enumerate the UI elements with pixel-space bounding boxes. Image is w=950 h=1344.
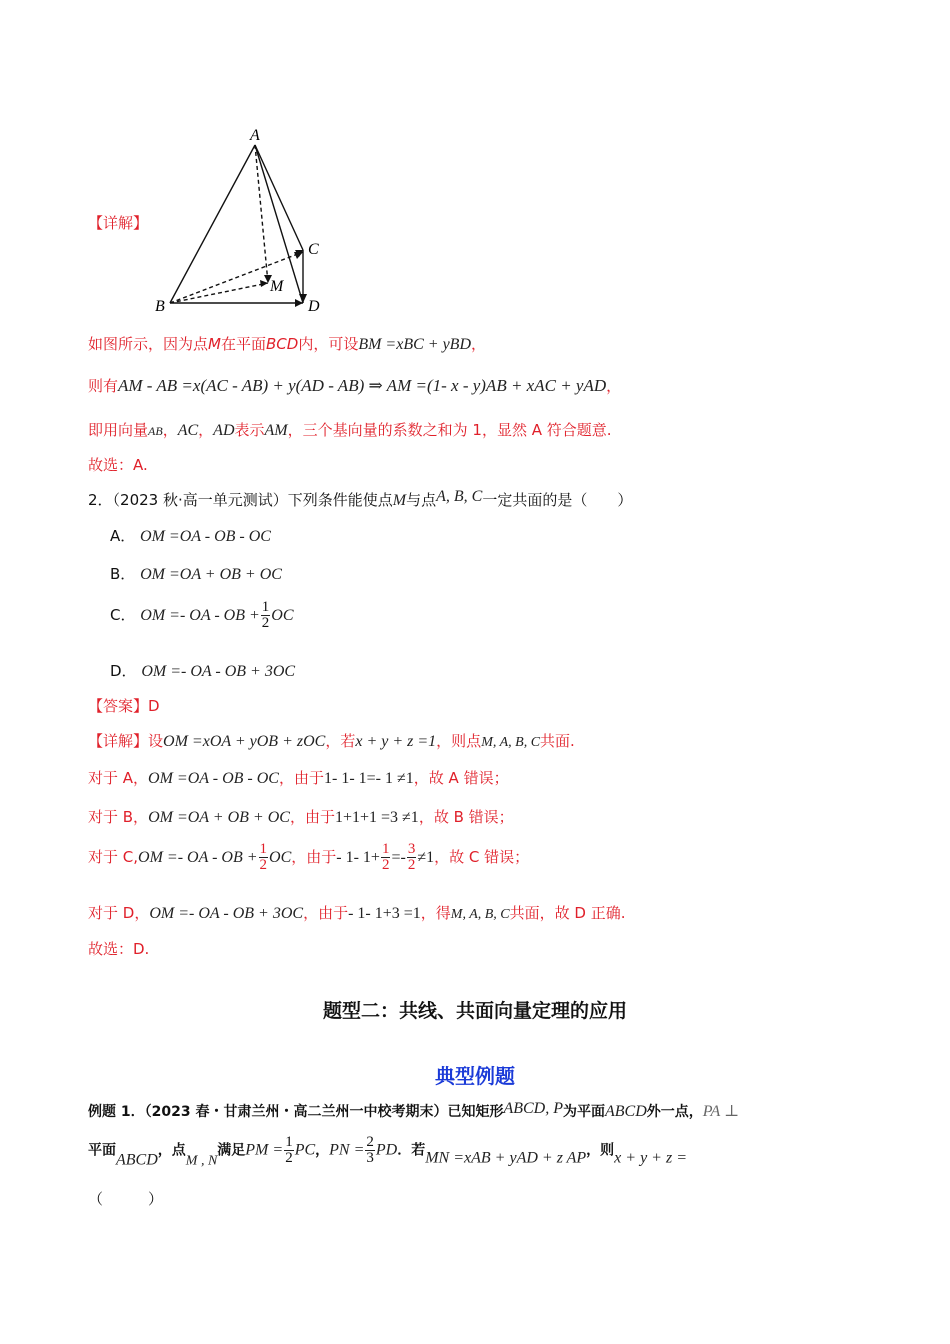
fraction: [407, 842, 417, 873]
text: ，: [162, 421, 178, 439]
fraction: [365, 1135, 375, 1166]
formula: A, B, C: [436, 488, 483, 505]
formula: M, A, B, C: [481, 735, 541, 750]
option-d: [110, 660, 295, 681]
formula: AM: [264, 422, 288, 439]
formula: MN =xAB + yAD + z AP: [425, 1149, 587, 1167]
formula: ABCD, P: [503, 1100, 563, 1117]
text: 则有: [88, 377, 119, 395]
text: ，: [606, 377, 622, 395]
option-c: [110, 600, 294, 631]
numerator: 2: [366, 1134, 374, 1150]
formula: OC: [271, 607, 294, 624]
formula: OM =OA - OB - OC: [140, 528, 271, 545]
solution2-case-c: [88, 842, 529, 873]
text: 内，可设: [298, 335, 359, 353]
text: ，得: [420, 904, 451, 922]
solution1-line2: [88, 375, 621, 396]
solution2-case-b: [88, 806, 514, 827]
text: 平面: [88, 1142, 116, 1159]
formula: ABCD: [116, 1151, 158, 1169]
text: ，由于: [291, 848, 337, 866]
text: ，: [471, 335, 487, 353]
option-label: D．: [110, 662, 137, 680]
denominator: 2: [407, 857, 416, 873]
formula: - 1- 1+: [336, 849, 380, 866]
text: ．若: [397, 1142, 426, 1159]
tetrahedron-figure: [150, 125, 330, 315]
text: ，故 A 错误；: [413, 769, 509, 787]
formula: PC: [294, 1141, 316, 1159]
text: 例题 1．（2023 春・甘肃兰州・高二兰州一中校考期末）已知矩形: [88, 1104, 504, 1120]
formula: M, A, B, C: [450, 907, 510, 922]
formula: OM =xOA + yOB + zOC: [163, 733, 326, 750]
text: 在平面: [220, 335, 266, 353]
formula: AB: [148, 424, 163, 438]
formula: PM =: [245, 1141, 284, 1159]
fraction: [261, 600, 271, 631]
text: 如图所示，因为点: [88, 335, 209, 353]
numerator: 1: [261, 599, 270, 615]
formula: M: [392, 492, 407, 509]
formula: OM =OA + OB + OC: [148, 809, 290, 826]
example1-line2: [88, 1135, 687, 1170]
text: ，: [198, 421, 214, 439]
formula: M , N: [185, 1153, 218, 1169]
option-label: A．: [110, 527, 136, 545]
option-a: [110, 525, 271, 546]
denominator: 3: [366, 1150, 374, 1166]
question2-stem: [88, 488, 632, 510]
formula: AM - AB =x(AC - AB) + y(AD - AB) ⇒ AM =(1- x - y)AB + xAC + yAD: [118, 376, 607, 395]
formula: ABCD: [605, 1103, 647, 1120]
formula: OM =OA - OB - OC: [148, 770, 279, 787]
text: 2．（2023 秋·高一单元测试）下列条件能使点: [88, 491, 393, 509]
example1-answer-blank: （ ）: [88, 1190, 164, 1208]
text: ，则点: [436, 732, 482, 750]
label-b: B: [155, 298, 165, 315]
formula: OM =- OA - OB +: [140, 607, 260, 624]
example-heading: 典型例题: [435, 1064, 515, 1088]
detail-label: 【详解】: [88, 214, 149, 232]
formula: ≠1: [417, 849, 435, 866]
fraction: [259, 842, 269, 873]
label-m: M: [270, 278, 284, 295]
answer-label: 【答案】: [88, 697, 149, 715]
text: 对于 C,: [88, 848, 139, 866]
formula: OM =OA + OB + OC: [140, 566, 282, 583]
formula: PA ⊥: [702, 1103, 740, 1120]
text: ，由于: [278, 769, 324, 787]
text: ，由于: [289, 808, 335, 826]
solution1-conclusion: 故选：A.: [88, 456, 148, 474]
option-label: B．: [110, 565, 136, 583]
text: ，由于: [303, 904, 349, 922]
text: 对于 B，: [88, 808, 149, 826]
solution1-line3: [88, 419, 612, 440]
formula: x + y + z =1: [355, 733, 437, 750]
formula: PD: [375, 1141, 398, 1159]
numerator: 1: [285, 1134, 293, 1150]
numerator: 1: [381, 841, 390, 857]
solution1-line1: [88, 333, 486, 354]
text: 共面.: [540, 732, 575, 750]
label-a: A: [250, 127, 260, 144]
formula: =-: [391, 849, 406, 866]
formula: AD: [213, 422, 235, 439]
formula: PN =: [329, 1141, 365, 1159]
option-label: C．: [110, 606, 136, 624]
option-b: [110, 563, 282, 584]
formula: AC: [177, 422, 199, 439]
solution2-line1: [88, 730, 575, 751]
formula: 1- 1- 1=- 1 ≠1: [323, 770, 414, 787]
solution2-conclusion: 故选：D.: [88, 940, 150, 958]
formula: 1+1+1 =3 ≠1: [334, 809, 419, 826]
detail-label: 【详解】: [88, 732, 149, 750]
text: 对于 D，: [88, 904, 150, 922]
fraction: [284, 1135, 294, 1166]
text: ，则: [586, 1142, 615, 1159]
answer-value: D: [148, 697, 160, 715]
text: 满足: [217, 1142, 246, 1159]
formula: OM =- OA - OB +: [138, 849, 258, 866]
numerator: 1: [259, 841, 268, 857]
text: 与点: [406, 491, 437, 509]
text: 设: [148, 732, 164, 750]
formula: BM =xBC + yBD: [358, 336, 471, 353]
fraction: [381, 842, 391, 873]
text: 一定共面的是（ ）: [482, 491, 633, 509]
formula: - 1- 1+3 =1: [348, 905, 421, 922]
example1-line1: [88, 1100, 739, 1121]
denominator: 2: [285, 1150, 293, 1166]
text: 即用向量: [88, 421, 149, 439]
text: ，: [315, 1142, 330, 1159]
label-d: D: [308, 298, 320, 315]
text: 外一点，: [646, 1104, 703, 1120]
text: ，故 C 错误；: [434, 848, 530, 866]
text: BCD: [265, 335, 299, 353]
answer: [88, 695, 160, 716]
denominator: 2: [381, 857, 390, 873]
numerator: 3: [407, 841, 416, 857]
text: 对于 A，: [88, 769, 149, 787]
text: ，点: [157, 1142, 186, 1159]
text: 共面，故 D 正确.: [509, 904, 626, 922]
solution2-case-d: [88, 902, 626, 923]
label-c: C: [308, 241, 319, 258]
section-title: 题型二：共线、共面向量定理的应用: [322, 1000, 627, 1022]
formula: x + y + z =: [614, 1149, 687, 1167]
text: ，若: [325, 732, 356, 750]
text: 表示: [234, 421, 265, 439]
text: M: [208, 335, 221, 353]
text: ，故 B 错误；: [418, 808, 514, 826]
solution2-case-a: [88, 767, 509, 788]
formula: OM =- OA - OB + 3OC: [141, 663, 296, 680]
text: 为平面: [563, 1104, 605, 1120]
denominator: 2: [259, 857, 268, 873]
denominator: 2: [261, 615, 270, 631]
text: ，三个基向量的系数之和为 1，显然 A 符合题意.: [287, 421, 612, 439]
formula: OC: [269, 849, 292, 866]
formula: OM =- OA - OB + 3OC: [149, 905, 304, 922]
